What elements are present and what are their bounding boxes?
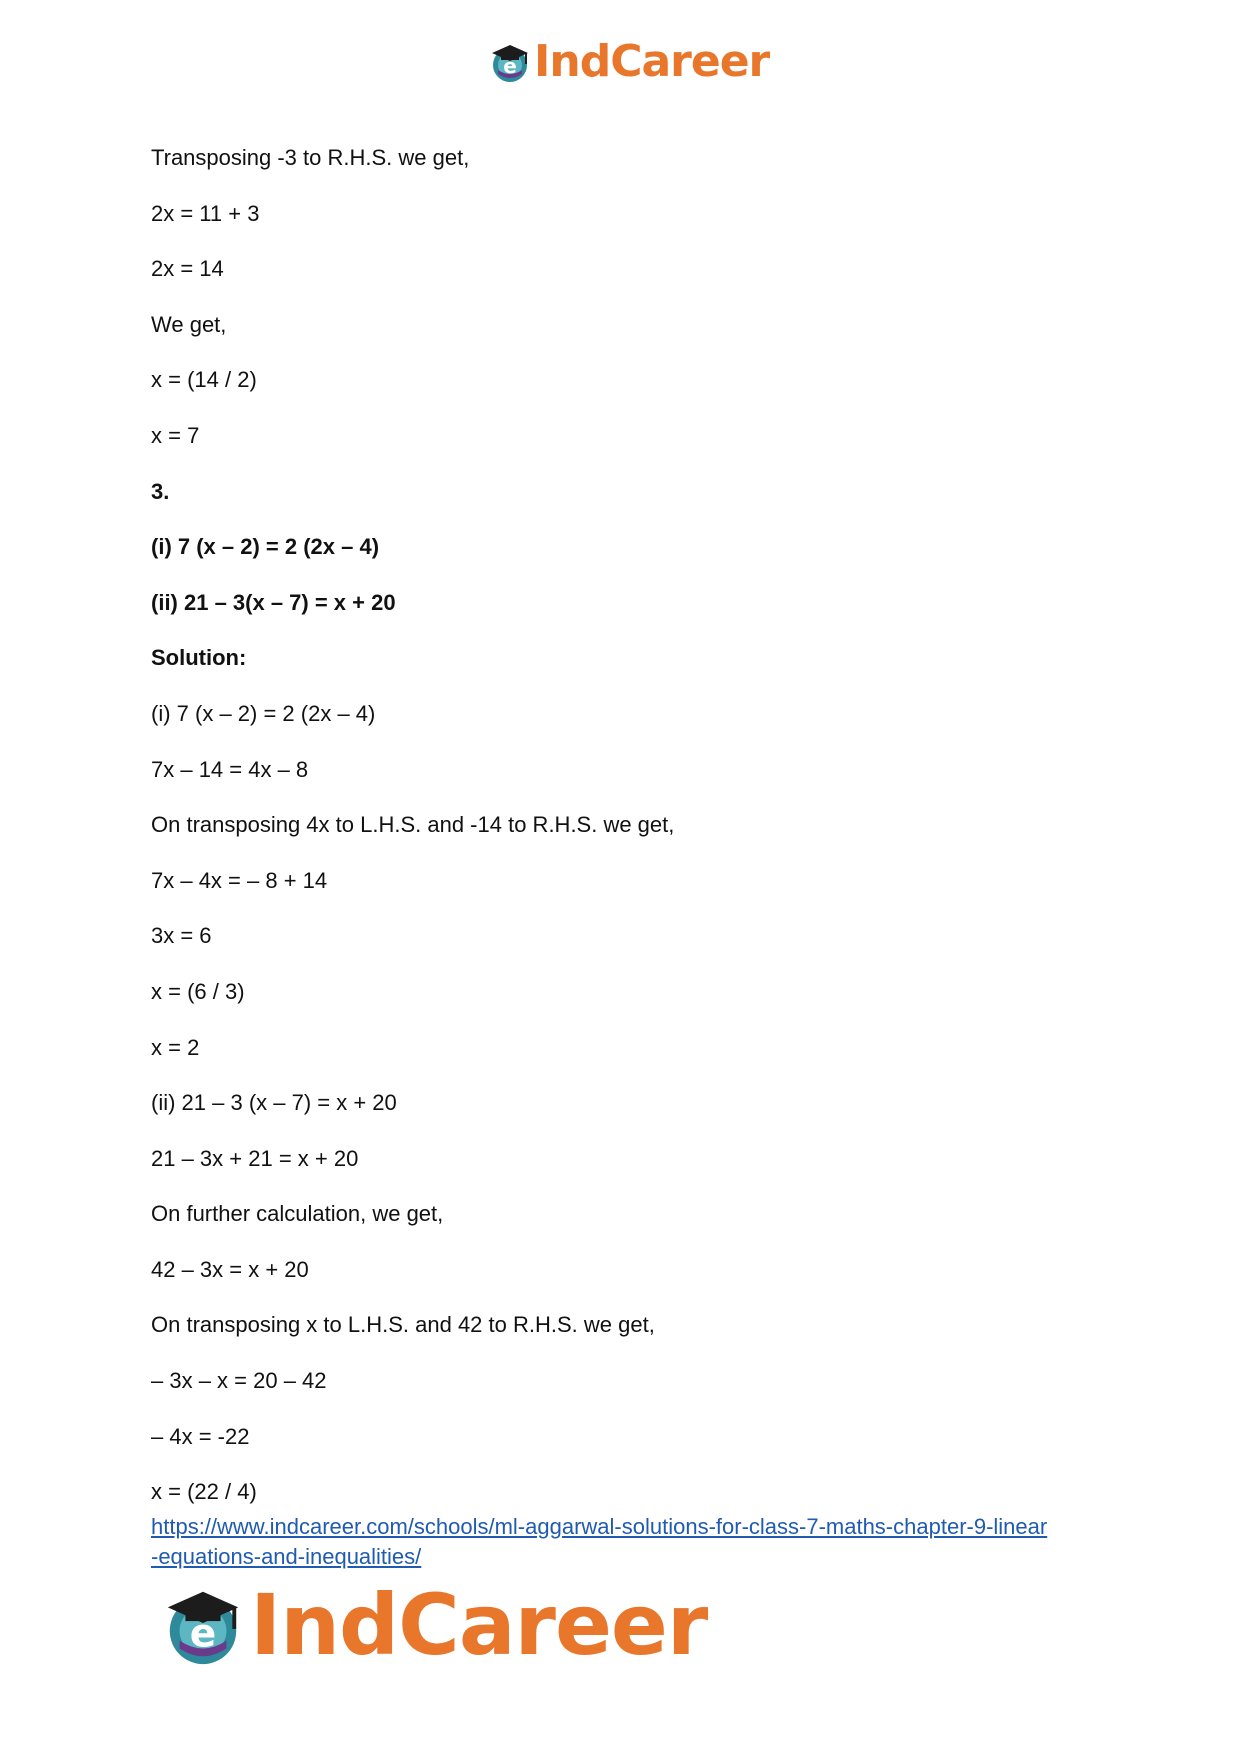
- text-line: x = (14 / 2): [151, 367, 257, 393]
- logo-wordmark: IndCareer: [250, 1576, 708, 1674]
- text-line: – 3x – x = 20 – 42: [151, 1368, 327, 1394]
- indcareer-logo-footer: [160, 1576, 708, 1674]
- text-line: (i) 7 (x – 2) = 2 (2x – 4): [151, 534, 380, 560]
- text-line: (ii) 21 – 3(x – 7) = x + 20: [151, 589, 396, 615]
- source-link-line-1[interactable]: https://www.indcareer.com/schools/ml-aggarwal-solutions-for-class-7-maths-chapter-9-linear: [151, 1514, 1048, 1539]
- text-line: On transposing x to L.H.S. and 42 to R.H.S. we get,: [151, 1312, 655, 1338]
- text-line: 3.: [151, 478, 170, 504]
- source-link-line-2[interactable]: -equations-and-inequalities/: [151, 1544, 422, 1569]
- text-line: 21 – 3x + 21 = x + 20: [151, 1145, 359, 1171]
- text-line: – 4x = -22: [151, 1423, 250, 1449]
- text-line: On transposing 4x to L.H.S. and -14 to R.H.S. we get,: [151, 812, 675, 838]
- text-line: x = 7: [151, 422, 200, 448]
- text-line: On further calculation, we get,: [151, 1201, 444, 1227]
- text-line: 2x = 14: [151, 256, 224, 282]
- text-line: x = 2: [151, 1034, 200, 1060]
- text-line: x = (6 / 3): [151, 978, 245, 1004]
- text-line: 2x = 11 + 3: [151, 200, 260, 226]
- text-line: (i) 7 (x – 2) = 2 (2x – 4): [151, 700, 376, 726]
- text-line: 7x – 4x = – 8 + 14: [151, 867, 328, 893]
- text-line: Transposing -3 to R.H.S. we get,: [151, 145, 470, 170]
- graduation-cap-globe-icon: [488, 40, 532, 84]
- graduation-cap-globe-icon: [160, 1582, 246, 1668]
- indcareer-logo-header: [488, 36, 770, 87]
- text-line: 42 – 3x = x + 20: [151, 1256, 309, 1282]
- text-line: (ii) 21 – 3 (x – 7) = x + 20: [151, 1090, 397, 1116]
- text-line: 3x = 6: [151, 923, 212, 949]
- logo-wordmark: IndCareer: [534, 36, 770, 87]
- solution-text: [151, 144, 1111, 1534]
- text-line: We get,: [151, 311, 227, 337]
- text-line: 7x – 14 = 4x – 8: [151, 756, 309, 782]
- text-line: Solution:: [151, 645, 247, 671]
- text-line: x = (22 / 4): [151, 1479, 257, 1505]
- source-link[interactable]: [151, 1512, 1111, 1572]
- svg-text:e: e: [503, 54, 517, 78]
- svg-text:e: e: [189, 1611, 217, 1657]
